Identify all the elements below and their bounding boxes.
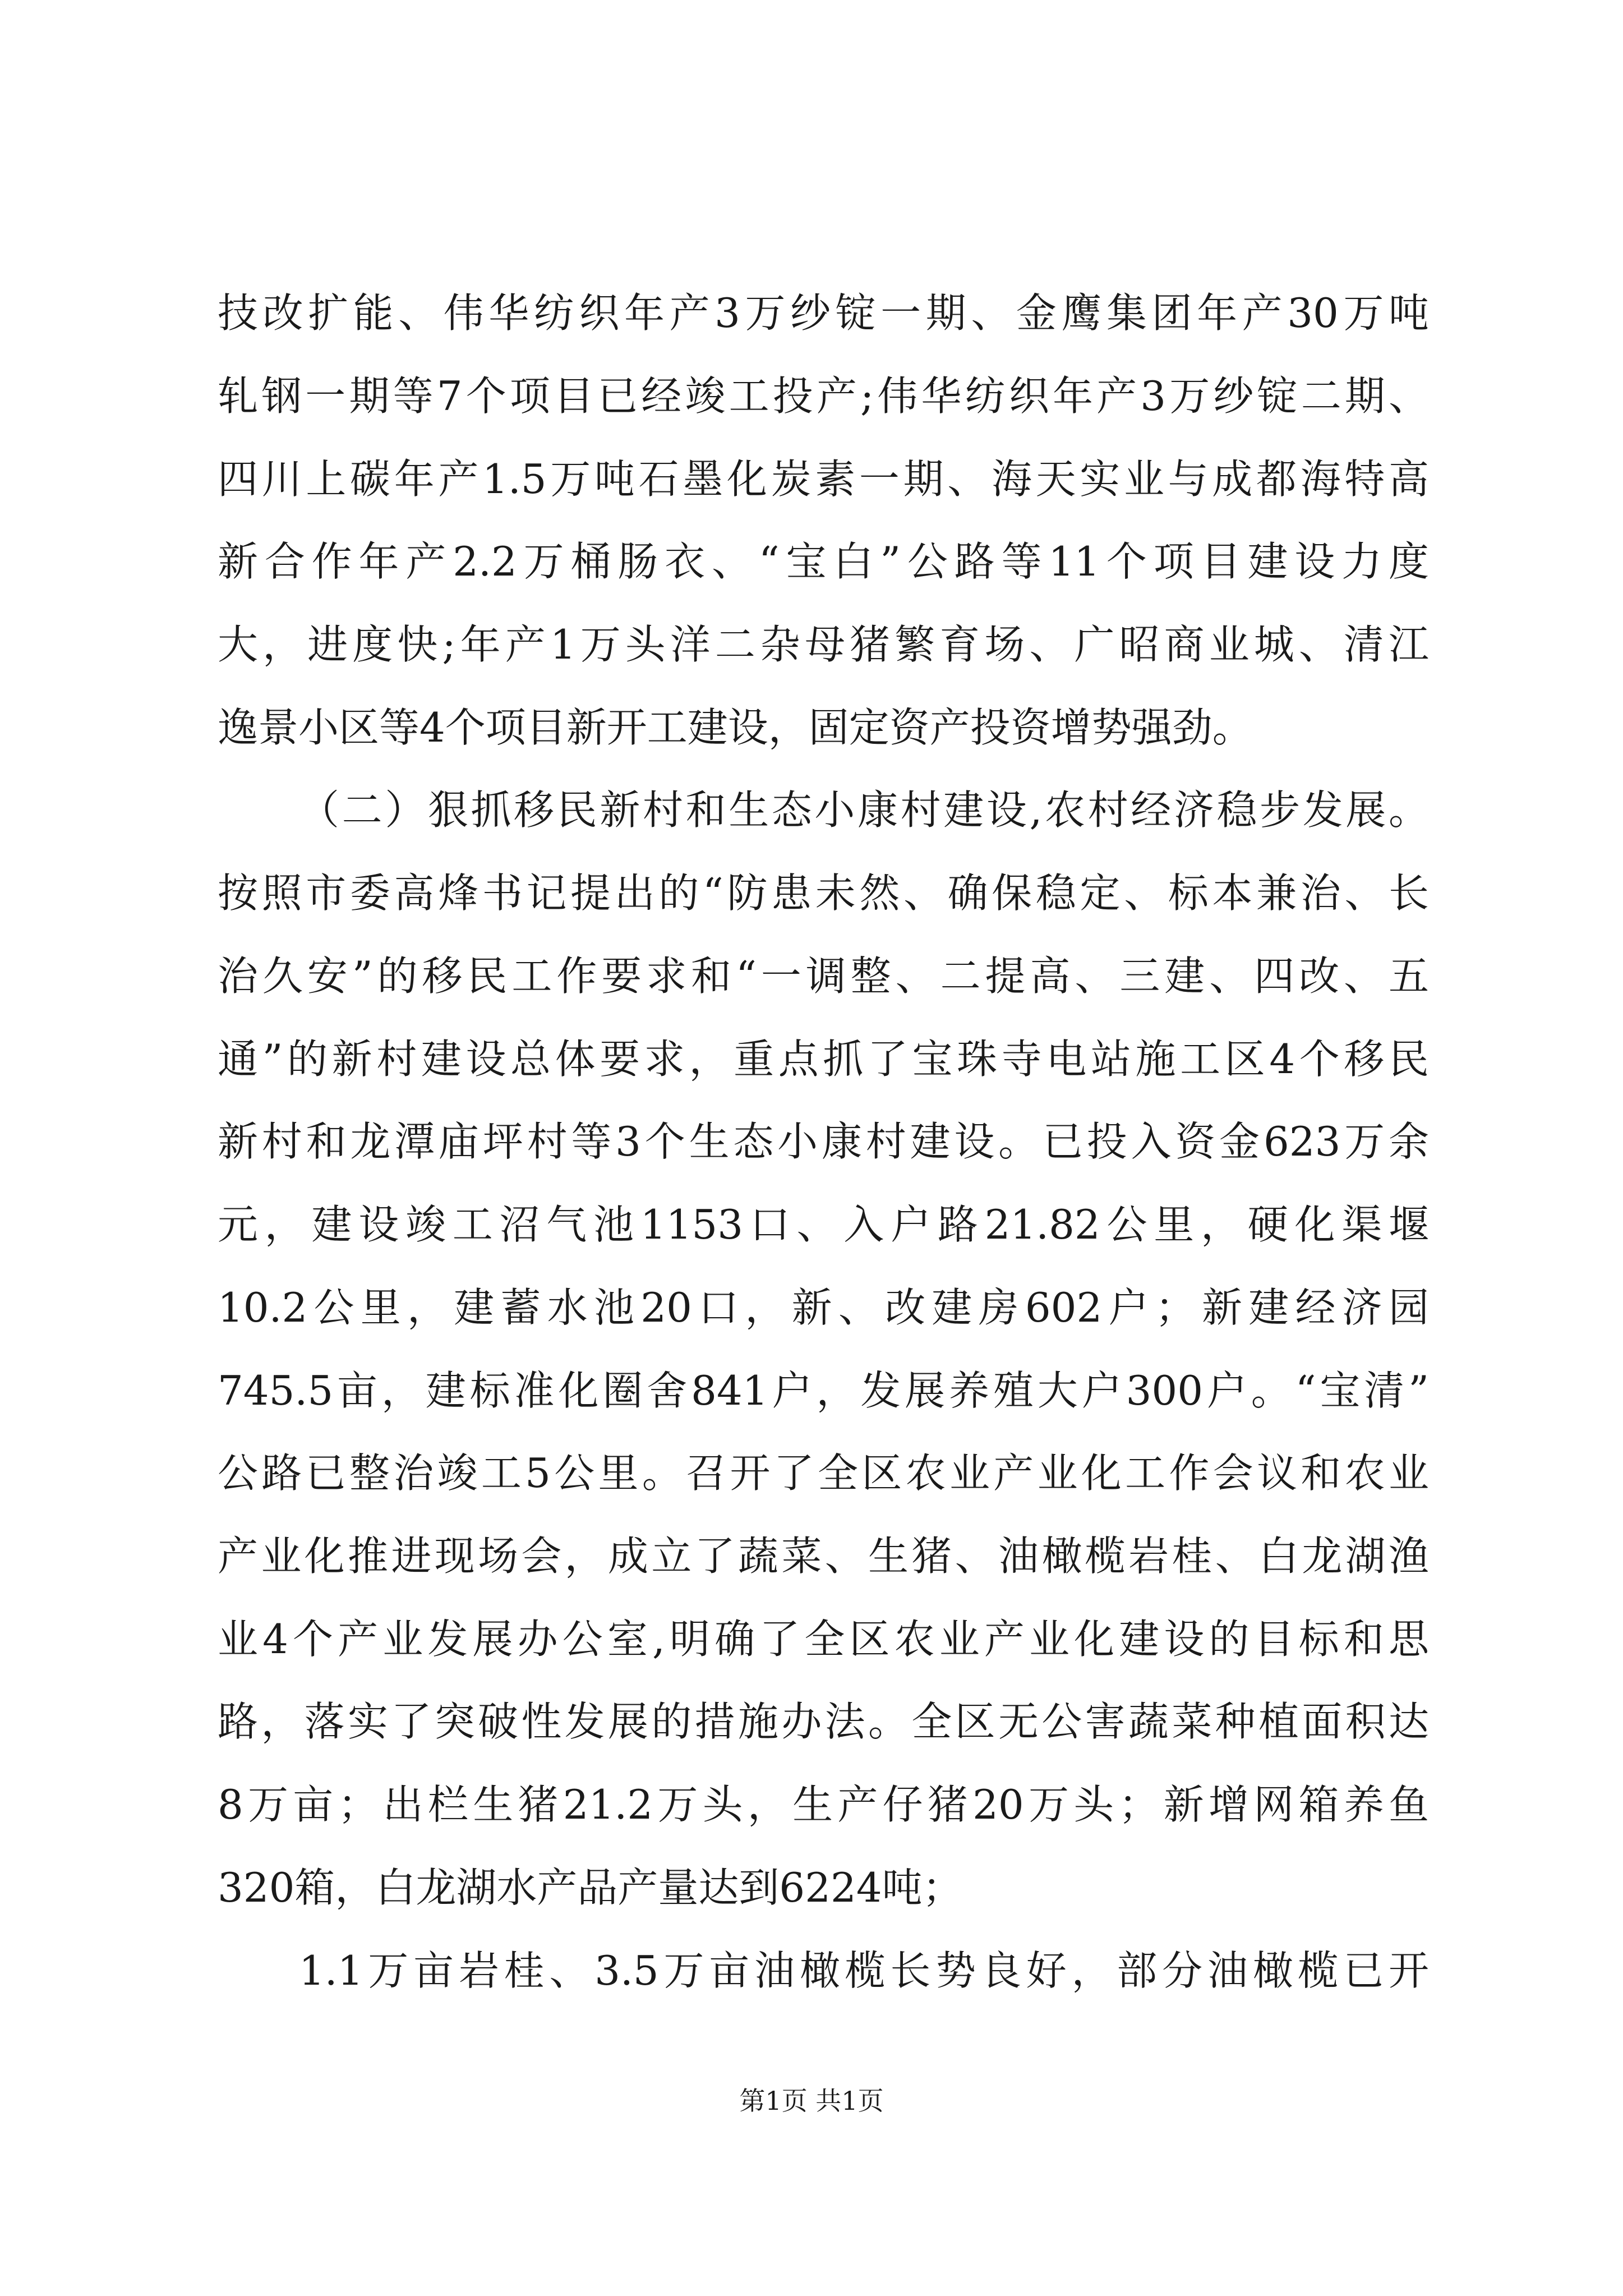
text-line: 新合作年产2.2万桶肠衣、“宝白”公路等11个项目建设力度 bbox=[218, 538, 1429, 585]
text-line: 按照市委高烽书记提出的“防患未然、确保稳定、标本兼治、长 bbox=[218, 869, 1429, 917]
text-line: 路，落实了突破性发展的措施办法。全区无公害蔬菜种植面积达 bbox=[218, 1698, 1429, 1745]
text-line: 治久安”的移民工作要求和“一调整、二提高、三建、四改、五 bbox=[218, 953, 1429, 1000]
text-line: 逸景小区等4个项目新开工建设，固定资产投资增势强劲。 bbox=[218, 704, 1253, 751]
text-line: 1.1万亩岩桂、3.5万亩油橄榄长势良好，部分油橄榄已开 bbox=[299, 1947, 1429, 1994]
text-line: 轧钢一期等7个项目已经竣工投产;伟华纺织年产3万纱锭二期、 bbox=[218, 372, 1429, 420]
text-line: 8万亩；出栏生猪21.2万头，生产仔猪20万头；新增网箱养鱼 bbox=[218, 1781, 1429, 1828]
text-line: 通”的新村建设总体要求，重点抓了宝珠寺电站施工区4个移民 bbox=[218, 1036, 1429, 1083]
text-line: 技改扩能、伟华纺织年产3万纱锭一期、金鹰集团年产30万吨 bbox=[218, 289, 1429, 337]
page-number-footer: 第1页 共1页 bbox=[739, 2086, 884, 2116]
text-line: 元，建设竣工沼气池1153口、入户路21.82公里，硬化渠堰 bbox=[218, 1201, 1429, 1248]
text-line: 大，进度快;年产1万头洋二杂母猪繁育场、广昭商业城、清江 bbox=[218, 621, 1429, 668]
text-line: 公路已整治竣工5公里。召开了全区农业产业化工作会议和农业 bbox=[218, 1450, 1429, 1497]
text-line: 四川上碳年产1.5万吨石墨化炭素一期、海天实业与成都海特高 bbox=[218, 455, 1429, 503]
text-line: 业4个产业发展办公室,明确了全区农业产业化建设的目标和思 bbox=[218, 1616, 1429, 1663]
section-heading-line: （二）狠抓移民新村和生态小康村建设,农村经济稳步发展。 bbox=[299, 786, 1429, 834]
text-line: 10.2公里，建蓄水池20口，新、改建房602户；新建经济园 bbox=[218, 1284, 1429, 1331]
text-line: 320箱，白龙湖水产品产量达到6224吨； bbox=[218, 1864, 963, 1911]
text-line: 产业化推进现场会，成立了蔬菜、生猪、油橄榄岩桂、白龙湖渔 bbox=[218, 1533, 1429, 1580]
text-line: 新村和龙潭庙坪村等3个生态小康村建设。已投入资金623万余 bbox=[218, 1118, 1429, 1165]
text-line: 745.5亩，建标准化圈舍841户，发展养殖大户300户。“宝清” bbox=[218, 1367, 1429, 1414]
